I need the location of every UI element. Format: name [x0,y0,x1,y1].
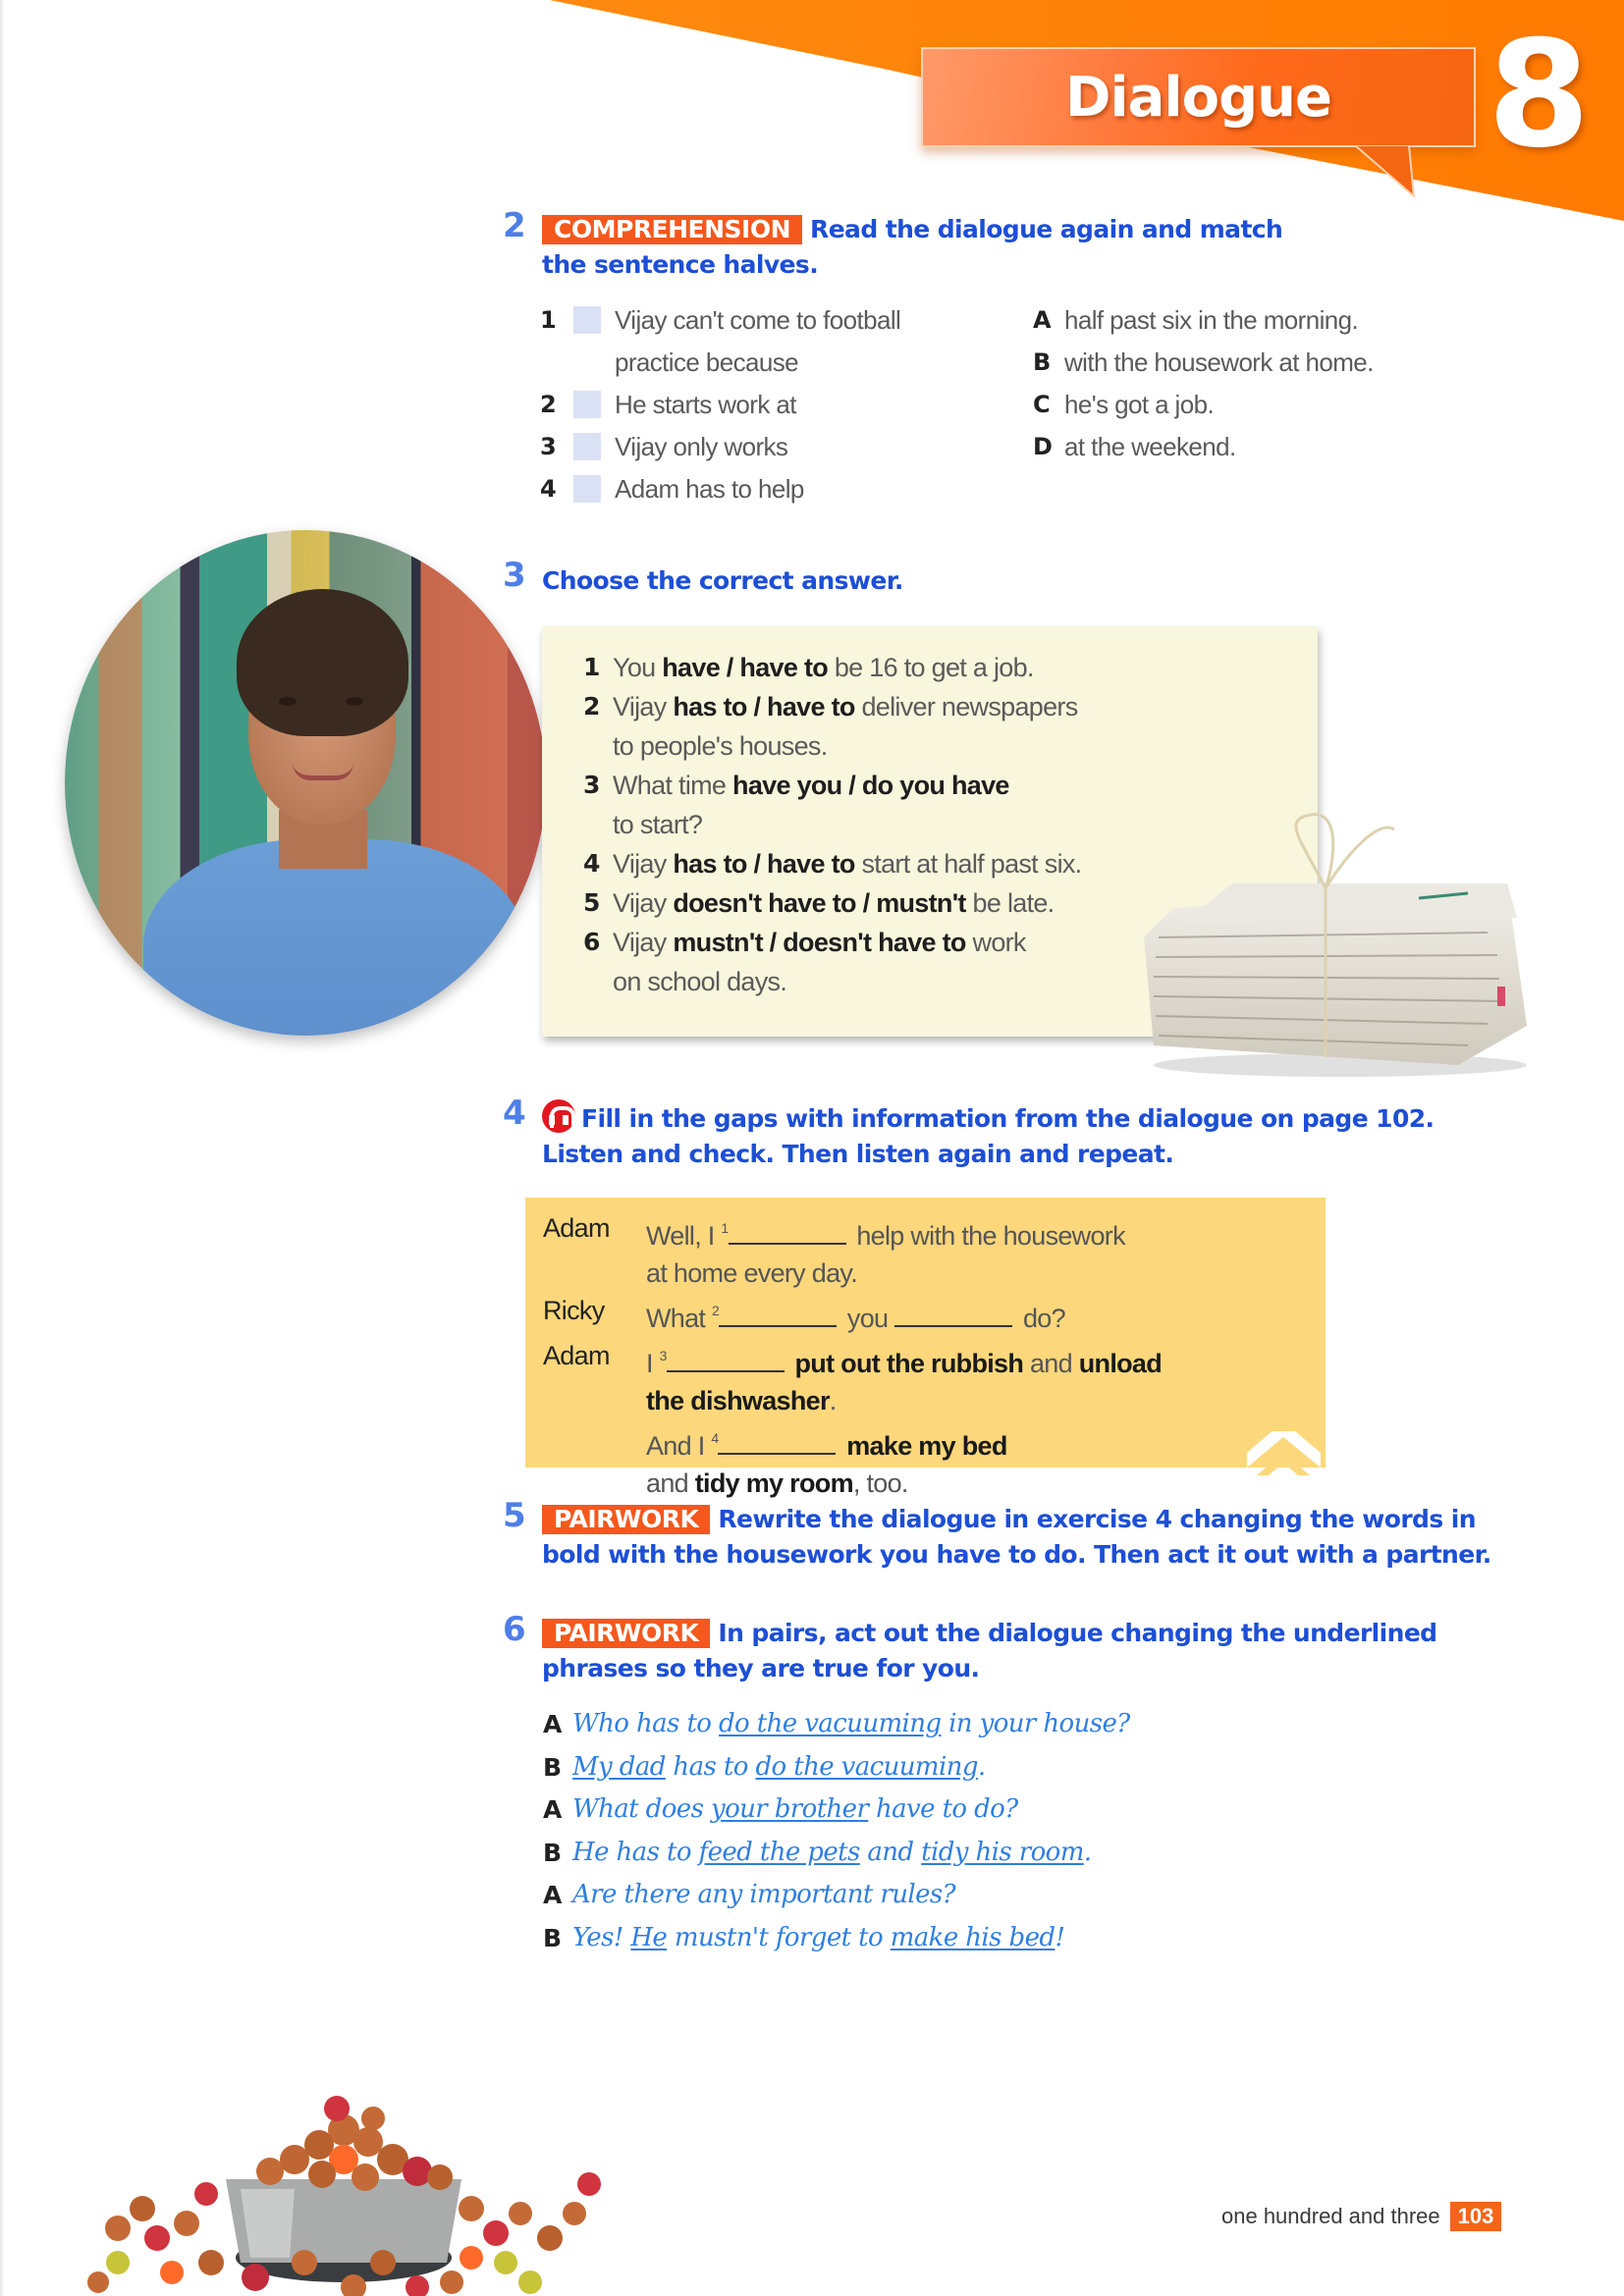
underlined-phrase: make his bed [890,1922,1056,1952]
match-item-3: 3 Vijay only works [540,432,788,461]
answer-box[interactable] [573,475,601,503]
underlined-phrase: tidy his room [921,1837,1084,1867]
exercise-2-number: 2 [503,206,526,245]
pairwork-tag: PAIRWORK [542,1619,710,1648]
page-number-words: one hundred and three [1221,2204,1440,2228]
dialogue-text: Who has to [572,1709,720,1738]
newspaper-bundle-image [1114,800,1546,1085]
exercise-6-instructions: PAIRWORK In pairs, act out the dialogue changing the underlined phrases so they are true for you. [542,1619,1437,1682]
choice-options[interactable]: has to / have to [673,849,855,879]
match-item-1: 1 Vijay can't come to football [540,305,901,335]
dialogue-line: Ricky What $^2$ you do? [543,1296,1065,1333]
page-number-badge: 103 [1450,2202,1502,2231]
exercise-6-number: 6 [503,1610,526,1649]
page-footer [1221,2202,1501,2231]
choice-options[interactable]: mustn't / doesn't have to [673,928,966,957]
headphones-audio-icon[interactable] [542,1099,575,1133]
choice-item-1: 1 You have / have to be 16 to get a job. [583,653,1034,682]
dialogue-line [543,1917,1130,1960]
dialogue-text: He has to [572,1837,699,1867]
dialogue-text: ! [1055,1922,1065,1952]
chevron-up-icon [1247,1431,1321,1480]
dialogue-line [543,1703,1130,1746]
exercise-4-instructions: Fill in the gaps with information from the dialogue on page 102. Listen and check. Then listen again and repeat. [542,1099,1524,1172]
match-option-c: C he's got a job. [1033,390,1215,419]
match-left-column [540,299,1001,510]
section-title-box [921,47,1476,147]
match-option-b: B with the housework at home. [1033,347,1374,377]
dialogue-text: Are there any important rules? [572,1880,955,1909]
choice-item-3: 3 What time have you / do you have [583,771,1009,800]
dialogue-line [543,1746,1130,1789]
dialogue-line: at home every day. [646,1258,858,1288]
page-edge-shadow [0,0,4,2296]
gap-2a-input[interactable] [719,1302,837,1327]
comprehension-tag: COMPREHENSION [542,215,802,244]
speaker-label: A [543,1710,562,1738]
exercise-4-number: 4 [503,1094,526,1133]
gap-fill-dialogue-box [525,1198,1326,1498]
dialogue-text: . [1083,1837,1092,1867]
choice-options[interactable]: have / have to [662,653,829,682]
pairwork-tag: PAIRWORK [542,1505,710,1534]
choice-options[interactable]: has to / have to [673,692,855,721]
exercise-5-number: 5 [503,1496,526,1535]
choose-answer-box: 1 You have / have to be 16 to get a job. 2 Vijay has to / have to deliver newspapers to people's houses. 3 What time have you / do you have to start? 4 Vijay has to / have to start at half past six. 5 Vijay doesn't have to / mustn't be late. 6 Vijay mustn't / doesn't have to work on school days. [542,626,1318,1037]
dialogue-line [543,1874,1130,1917]
gap-2b-input[interactable] [894,1302,1012,1327]
unit-number: 8 [1488,10,1591,181]
choice-item-6: 6 Vijay mustn't / doesn't have to work [583,928,1026,957]
match-item-1-cont: practice because [615,347,798,377]
underlined-phrase: your brother [710,1794,869,1824]
choice-item-2: 2 Vijay has to / have to deliver newspapers [583,692,1078,721]
gap-4-input[interactable] [718,1429,836,1455]
match-option-a: A half past six in the morning. [1033,305,1359,335]
teenage-boy-photo [65,530,546,1036]
choice-item-4: 4 Vijay has to / have to start at half past six. [583,849,1082,879]
section-title: Dialogue [1064,65,1332,130]
match-item-2: 2 He starts work at [540,390,796,419]
dialogue-text: have to do? [868,1794,1018,1824]
dialogue-line: Adam I $^3$ put out the rubbish and unload [543,1341,1163,1378]
match-option-d: D at the weekend. [1033,432,1236,461]
underlined-phrase: do the vacuuming [755,1751,978,1782]
dialogue-text: mustn't forget to [667,1922,891,1952]
answer-box[interactable] [573,433,601,460]
exercise-2-instructions: COMPREHENSION Read the dialogue again and match the sentence halves. [542,212,1426,283]
choice-options[interactable]: have you / do you have [732,771,1009,800]
match-right-column [1033,299,1475,468]
underlined-phrase: feed the pets [698,1837,860,1867]
dialogue-text: and [859,1837,922,1867]
match-item-4: 4 Adam has to help [540,474,804,504]
dialogue-line [543,1789,1130,1832]
dialogue-line [543,1832,1130,1875]
speaker-label: B [543,1838,562,1867]
speaker-label: B [543,1752,562,1782]
dialogue-text: What does [572,1794,711,1824]
underlined-phrase: do the vacuuming [719,1709,942,1738]
dialogue-line: the dishwasher. [646,1386,837,1415]
dialogue-text: has to [665,1751,756,1782]
exercise-3-number: 3 [503,556,526,595]
dialogue-text: Yes! [572,1922,631,1952]
dialogue-line: And I $^4$ make my bed [646,1430,1007,1461]
gap-3-input[interactable] [667,1347,785,1372]
answer-box[interactable] [573,391,601,418]
dialogue-line: Adam Well, I $^1$ help with the housework [543,1213,1125,1251]
choice-item-5: 5 Vijay doesn't have to / mustn't be late. [583,888,1055,918]
exercise-3-instructions: Choose the correct answer. [542,566,903,595]
choice-options[interactable]: doesn't have to / mustn't [673,888,966,918]
answer-box[interactable] [573,306,601,334]
pet-food-bowl-image [59,2061,648,2296]
speaker-label: A [543,1881,562,1909]
dialogue-text: in your house? [941,1709,1130,1738]
speech-bubble-tail [1355,145,1434,204]
underlined-phrase: My dad [572,1751,666,1782]
exercise-2-instruction-line2: the sentence halves. [542,250,819,279]
gap-1-input[interactable] [729,1219,846,1245]
dialogue-line: and tidy my room, too. [646,1468,908,1498]
dialogue-text: . [977,1751,986,1782]
underlined-phrase: He [630,1922,668,1952]
speaker-label: B [543,1923,562,1952]
speaker-label: A [543,1795,562,1824]
example-dialogue [543,1703,1130,1959]
exercise-5-instructions: PAIRWORK Rewrite the dialogue in exercise 4 changing the words in bold with the housework you have to do. Then act it out with a partner. [542,1505,1491,1569]
